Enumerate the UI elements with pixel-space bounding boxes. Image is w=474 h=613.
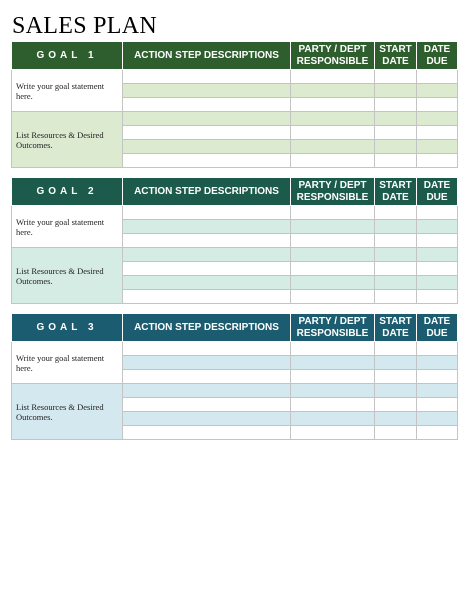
action-step-cell[interactable] (123, 206, 291, 220)
goal-table (11, 313, 458, 440)
start-date-cell[interactable] (375, 370, 417, 384)
action-step-cell[interactable] (123, 342, 291, 356)
start-date-cell[interactable] (375, 276, 417, 290)
party-responsible-cell[interactable] (291, 248, 375, 262)
start-date-cell[interactable] (375, 412, 417, 426)
start-date-cell[interactable] (375, 126, 417, 140)
party-responsible-cell[interactable] (291, 426, 375, 440)
header-start-date: START DATE (375, 178, 417, 206)
action-step-cell[interactable] (123, 426, 291, 440)
start-date-cell[interactable] (375, 262, 417, 276)
header-action-steps: ACTION STEP DESCRIPTIONS (123, 314, 291, 342)
due-date-cell[interactable] (417, 234, 458, 248)
action-step-cell[interactable] (123, 356, 291, 370)
header-action-steps: ACTION STEP DESCRIPTIONS (123, 42, 291, 70)
due-date-cell[interactable] (417, 276, 458, 290)
page-title: SALES PLAN (12, 13, 158, 39)
action-step-cell[interactable] (123, 290, 291, 304)
start-date-cell[interactable] (375, 140, 417, 154)
header-start-date: START DATE (375, 314, 417, 342)
start-date-cell[interactable] (375, 70, 417, 84)
party-responsible-cell[interactable] (291, 398, 375, 412)
goal-statement-cell[interactable]: Write your goal statement here. (12, 342, 123, 384)
resources-outcomes-cell[interactable]: List Resources & Desired Outcomes. (12, 384, 123, 440)
party-responsible-cell[interactable] (291, 70, 375, 84)
goal-table (11, 177, 458, 304)
due-date-cell[interactable] (417, 370, 458, 384)
header-action-steps: ACTION STEP DESCRIPTIONS (123, 178, 291, 206)
due-date-cell[interactable] (417, 290, 458, 304)
party-responsible-cell[interactable] (291, 112, 375, 126)
due-date-cell[interactable] (417, 412, 458, 426)
header-party-responsible: PARTY / DEPT RESPONSIBLE (291, 42, 375, 70)
table-row (12, 206, 458, 220)
goal-statement-cell[interactable]: Write your goal statement here. (12, 70, 123, 112)
start-date-cell[interactable] (375, 426, 417, 440)
start-date-cell[interactable] (375, 234, 417, 248)
action-step-cell[interactable] (123, 70, 291, 84)
start-date-cell[interactable] (375, 112, 417, 126)
party-responsible-cell[interactable] (291, 126, 375, 140)
party-responsible-cell[interactable] (291, 140, 375, 154)
party-responsible-cell[interactable] (291, 220, 375, 234)
start-date-cell[interactable] (375, 248, 417, 262)
start-date-cell[interactable] (375, 98, 417, 112)
party-responsible-cell[interactable] (291, 290, 375, 304)
due-date-cell[interactable] (417, 342, 458, 356)
due-date-cell[interactable] (417, 356, 458, 370)
start-date-cell[interactable] (375, 220, 417, 234)
action-step-cell[interactable] (123, 84, 291, 98)
party-responsible-cell[interactable] (291, 384, 375, 398)
table-row (12, 248, 458, 262)
table-row (12, 384, 458, 398)
header-start-date: START DATE (375, 42, 417, 70)
due-date-cell[interactable] (417, 84, 458, 98)
action-step-cell[interactable] (123, 126, 291, 140)
table-row (12, 70, 458, 84)
table-row (12, 342, 458, 356)
due-date-cell[interactable] (417, 154, 458, 168)
due-date-cell[interactable] (417, 98, 458, 112)
due-date-cell[interactable] (417, 140, 458, 154)
party-responsible-cell[interactable] (291, 154, 375, 168)
action-step-cell[interactable] (123, 412, 291, 426)
start-date-cell[interactable] (375, 398, 417, 412)
due-date-cell[interactable] (417, 262, 458, 276)
header-date-due: DATE DUE (417, 314, 458, 342)
goal-table (11, 41, 458, 168)
due-date-cell[interactable] (417, 384, 458, 398)
header-party-responsible: PARTY / DEPT RESPONSIBLE (291, 314, 375, 342)
action-step-cell[interactable] (123, 276, 291, 290)
due-date-cell[interactable] (417, 126, 458, 140)
goal-label: GOAL 2 (12, 178, 123, 206)
action-step-cell[interactable] (123, 220, 291, 234)
header-date-due: DATE DUE (417, 178, 458, 206)
due-date-cell[interactable] (417, 248, 458, 262)
due-date-cell[interactable] (417, 398, 458, 412)
table-row (12, 112, 458, 126)
party-responsible-cell[interactable] (291, 342, 375, 356)
party-responsible-cell[interactable] (291, 262, 375, 276)
due-date-cell[interactable] (417, 70, 458, 84)
party-responsible-cell[interactable] (291, 98, 375, 112)
party-responsible-cell[interactable] (291, 234, 375, 248)
start-date-cell[interactable] (375, 342, 417, 356)
party-responsible-cell[interactable] (291, 356, 375, 370)
due-date-cell[interactable] (417, 112, 458, 126)
action-step-cell[interactable] (123, 262, 291, 276)
party-responsible-cell[interactable] (291, 276, 375, 290)
resources-outcomes-cell[interactable]: List Resources & Desired Outcomes. (12, 112, 123, 168)
header-date-due: DATE DUE (417, 42, 458, 70)
action-step-cell[interactable] (123, 98, 291, 112)
resources-outcomes-cell[interactable]: List Resources & Desired Outcomes. (12, 248, 123, 304)
start-date-cell[interactable] (375, 206, 417, 220)
start-date-cell[interactable] (375, 154, 417, 168)
goal-statement-cell[interactable]: Write your goal statement here. (12, 206, 123, 248)
due-date-cell[interactable] (417, 426, 458, 440)
party-responsible-cell[interactable] (291, 84, 375, 98)
header-party-responsible: PARTY / DEPT RESPONSIBLE (291, 178, 375, 206)
action-step-cell[interactable] (123, 384, 291, 398)
action-step-cell[interactable] (123, 112, 291, 126)
start-date-cell[interactable] (375, 356, 417, 370)
start-date-cell[interactable] (375, 384, 417, 398)
action-step-cell[interactable] (123, 248, 291, 262)
party-responsible-cell[interactable] (291, 206, 375, 220)
party-responsible-cell[interactable] (291, 412, 375, 426)
action-step-cell[interactable] (123, 398, 291, 412)
action-step-cell[interactable] (123, 370, 291, 384)
action-step-cell[interactable] (123, 154, 291, 168)
goal-label: GOAL 3 (12, 314, 123, 342)
goal-label: GOAL 1 (12, 42, 123, 70)
due-date-cell[interactable] (417, 220, 458, 234)
action-step-cell[interactable] (123, 140, 291, 154)
action-step-cell[interactable] (123, 234, 291, 248)
start-date-cell[interactable] (375, 84, 417, 98)
party-responsible-cell[interactable] (291, 370, 375, 384)
due-date-cell[interactable] (417, 206, 458, 220)
start-date-cell[interactable] (375, 290, 417, 304)
